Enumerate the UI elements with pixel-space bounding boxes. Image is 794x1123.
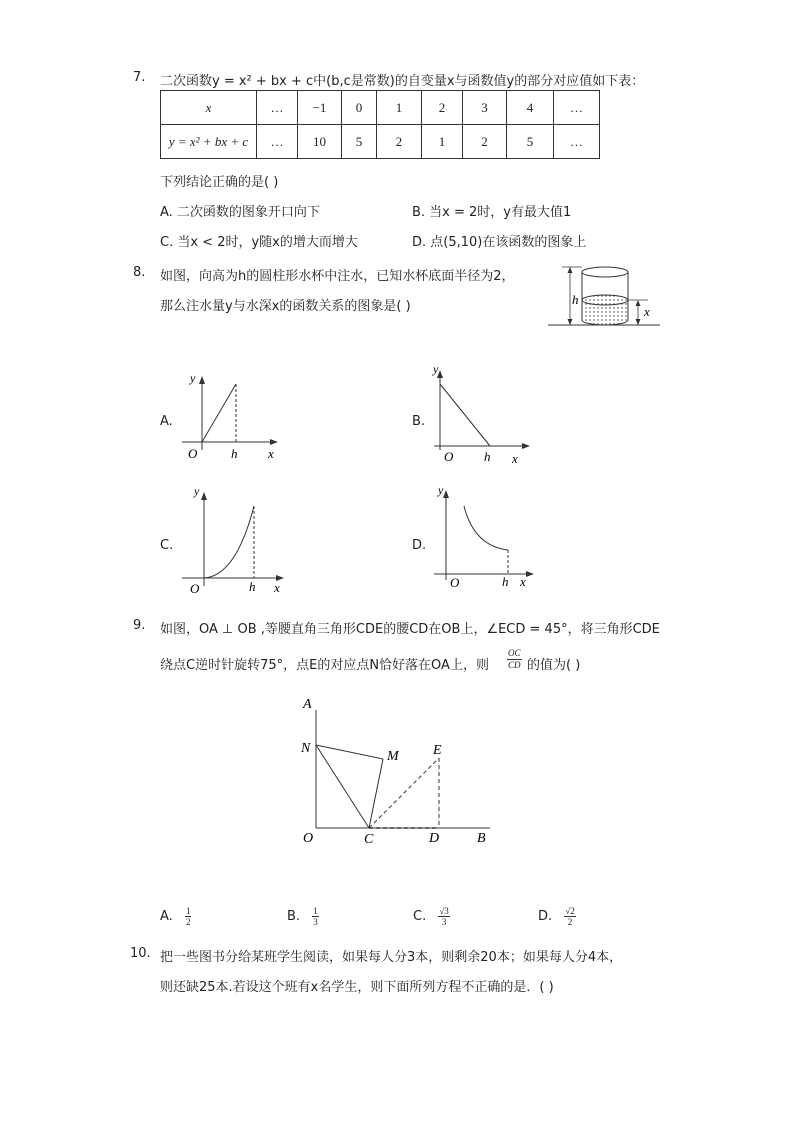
q7-cell: 3 — [463, 91, 507, 125]
q7-cell: 2 — [422, 91, 463, 125]
q8-graph-d-x: x — [520, 574, 526, 589]
q9-label-c: C — [364, 832, 374, 847]
q9-option-a-den: 2 — [185, 917, 191, 927]
q8-option-a-label: A. — [160, 414, 173, 429]
q9-line1: 如图，OA ⊥ OB ,等腰直角三角形CDE的腰CD在OB上，∠ECD = 45°，将三角形CDE — [160, 622, 660, 637]
q7-cell: … — [554, 125, 600, 159]
q8-graph-d-h: h — [502, 574, 509, 589]
q9-option-d — [538, 906, 576, 927]
q8-cup-figure — [548, 262, 663, 332]
q9-geometry-figure — [295, 690, 505, 850]
q8-graph-a-o: O — [188, 446, 198, 461]
q8-graph-c-x: x — [274, 580, 280, 595]
q9-fraction-num: OC — [508, 648, 521, 658]
q8-graph-d — [430, 482, 540, 592]
q7-cell: 5 — [342, 125, 377, 159]
q10-line1: 把一些图书分给某班学生阅读，如果每人分3本，则剩余20本；如果每人分4本， — [160, 950, 623, 965]
q9-option-a-letter: A. — [160, 909, 173, 924]
q7-cell: 1 — [422, 125, 463, 159]
q9-option-d-den: 2 — [567, 917, 573, 927]
q9-label-d: D — [429, 831, 440, 846]
q7-table-row2-label: y = x² + bx + c — [161, 125, 257, 159]
q9-option-c-letter: C. — [413, 909, 427, 924]
q9-label-o: O — [303, 831, 314, 846]
q7-cell: … — [554, 91, 600, 125]
q9-label-a: A — [303, 697, 312, 712]
q9-fraction-den: CD — [508, 660, 521, 670]
q8-option-c-label: C. — [160, 538, 174, 553]
q8-graph-c — [178, 482, 288, 597]
q8-graph-b-x: x — [512, 451, 518, 465]
q9-label-n: N — [301, 741, 311, 756]
q7-option-b: B. 当x = 2时，y有最大值1 — [412, 205, 572, 220]
q8-graph-a-curve — [202, 384, 236, 442]
q8-graph-c-h: h — [249, 579, 256, 594]
q8-line1: 如图，向高为h的圆柱形水杯中注水，已知水杯底面半径为2， — [160, 269, 515, 284]
q9-option-b-num: 1 — [313, 906, 318, 916]
q7-stem: 二次函数y = x² + bx + c中(b,c是常数)的自变量x与函数值y的部分对应值如下表： — [160, 74, 645, 89]
q9-line2: 绕点C逆时针旋转75°，点E的对应点N恰好落在OA上，则 — [160, 658, 489, 673]
q7-cell: 0 — [342, 91, 377, 125]
q8-graph-b-y: y — [433, 362, 439, 376]
q9-option-c-num: √3 — [439, 906, 449, 916]
q9-option-a — [160, 906, 191, 927]
q7-option-c: C. 当x < 2时，y随x的增大而增大 — [160, 235, 358, 250]
q8-graph-a-x: x — [268, 446, 274, 461]
q8-graph-d-o: O — [450, 575, 460, 590]
q9-label-e: E — [433, 743, 442, 758]
q7-cell: 2 — [463, 125, 507, 159]
q8-graph-c-o: O — [190, 581, 200, 596]
q8-graph-a-y: y — [190, 371, 196, 385]
q8-graph-b-curve — [440, 384, 490, 446]
q7-cell: 10 — [298, 125, 342, 159]
q9-option-c-den: 3 — [441, 917, 447, 927]
q8-graph-c-curve — [204, 506, 254, 578]
q8-graph-d-curve — [464, 506, 508, 550]
q8-cup-h-label: h — [572, 292, 579, 307]
q8-graph-c-y: y — [194, 484, 200, 498]
q9-number: 9. — [133, 618, 146, 633]
q7-cell: 5 — [507, 125, 554, 159]
q7-number: 7. — [133, 70, 146, 85]
q8-line2: 那么注水量y与水深x的函数关系的图象是( ) — [160, 299, 411, 314]
q9-option-b-letter: B. — [287, 909, 301, 924]
q10-line2: 则还缺25本.若设这个班有x名学生，则下面所列方程不正确的是．( ) — [160, 980, 554, 995]
q8-graph-a — [178, 368, 283, 463]
q9-option-b — [287, 906, 319, 927]
q9-option-d-letter: D. — [538, 909, 553, 924]
q9-label-b: B — [477, 831, 486, 846]
q9-fraction — [507, 648, 522, 671]
q9-label-m: M — [387, 749, 399, 764]
q7-cell: 4 — [507, 91, 554, 125]
q7-question: 下列结论正确的是( ) — [160, 175, 279, 190]
q8-option-b-label: B. — [412, 414, 426, 429]
q8-number: 8. — [133, 265, 146, 280]
q9-option-c — [413, 906, 450, 927]
q8-graph-b — [430, 360, 535, 465]
q7-cell: … — [257, 91, 298, 125]
q8-option-d-label: D. — [412, 538, 427, 553]
q7-cell: −1 — [298, 91, 342, 125]
q7-cell: 1 — [377, 91, 422, 125]
q9-option-d-num: √2 — [565, 906, 575, 916]
q7-option-a: A. 二次函数的图象开口向下 — [160, 205, 320, 220]
q8-graph-b-h: h — [484, 449, 491, 464]
q7-table-row1-label: x — [161, 91, 257, 125]
q8-graph-d-y: y — [438, 483, 444, 497]
q9-line2-end: 的值为( ) — [527, 658, 581, 673]
q10-number: 10. — [130, 946, 151, 961]
q8-cup-x-label: x — [644, 304, 650, 319]
q8-graph-b-o: O — [444, 449, 454, 464]
q9-option-a-num: 1 — [185, 906, 191, 916]
q7-cell: … — [257, 125, 298, 159]
q7-value-table — [160, 90, 600, 159]
q9-option-b-den: 3 — [313, 917, 318, 927]
q7-cell: 2 — [377, 125, 422, 159]
q7-option-d: D. 点(5,10)在该函数的图象上 — [412, 235, 587, 250]
q8-graph-a-h: h — [231, 446, 238, 461]
